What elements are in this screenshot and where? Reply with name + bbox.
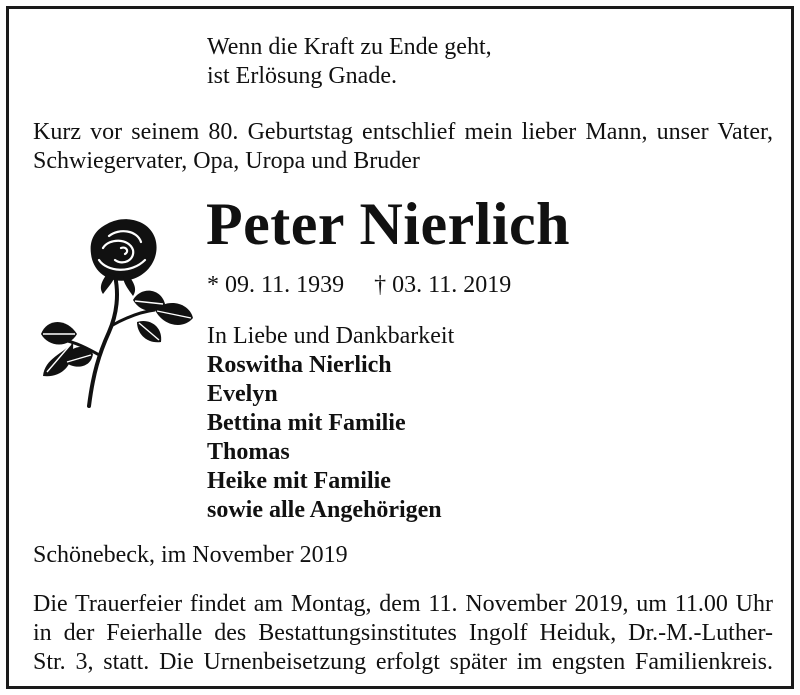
intro-text xyxy=(33,118,773,176)
ceremony-line: Str. 3, statt. Die Urnenbeisetzung erfolgt später im engsten Familienkreis. xyxy=(33,649,773,675)
motto-line: ist Erlösung Gnade. xyxy=(207,63,397,89)
intro-line: Schwiegervater, Opa, Uropa und Bruder xyxy=(33,148,420,174)
birth-date: * 09. 11. 1939 xyxy=(207,272,345,298)
ceremony-line: in der Feierhalle des Bestattungsinstitutes Ingolf Heiduk, Dr.-M.-Luther- xyxy=(33,620,773,646)
death-date: † 03. 11. 2019 xyxy=(374,272,512,298)
obituary-frame xyxy=(6,6,794,689)
motto-verse xyxy=(207,33,492,91)
rose-icon xyxy=(37,214,197,414)
intro-line: Kurz vor seinem 80. Geburtstag entschlief mein lieber Mann, unser Vater, xyxy=(33,119,773,145)
mourner-name: Bettina mit Familie xyxy=(207,410,406,436)
ceremony-text xyxy=(33,590,773,677)
life-dates xyxy=(207,271,511,300)
mourner-name: sowie alle Angehörigen xyxy=(207,497,442,523)
mourner-name: Roswitha Nierlich xyxy=(207,352,392,378)
place-date: Schönebeck, im November 2019 xyxy=(33,542,348,568)
mourner-name: Evelyn xyxy=(207,381,278,407)
mourner-name: Heike mit Familie xyxy=(207,468,391,494)
ceremony-line: Die Trauerfeier findet am Montag, dem 11. November 2019, um 11.00 Uhr xyxy=(33,591,773,617)
mourners-list xyxy=(207,322,454,525)
mourners-lead: In Liebe und Dankbarkeit xyxy=(207,323,455,349)
motto-line: Wenn die Kraft zu Ende geht, xyxy=(207,34,492,60)
deceased-name: Peter Nierlich xyxy=(206,191,571,257)
mourner-name: Thomas xyxy=(207,439,290,465)
